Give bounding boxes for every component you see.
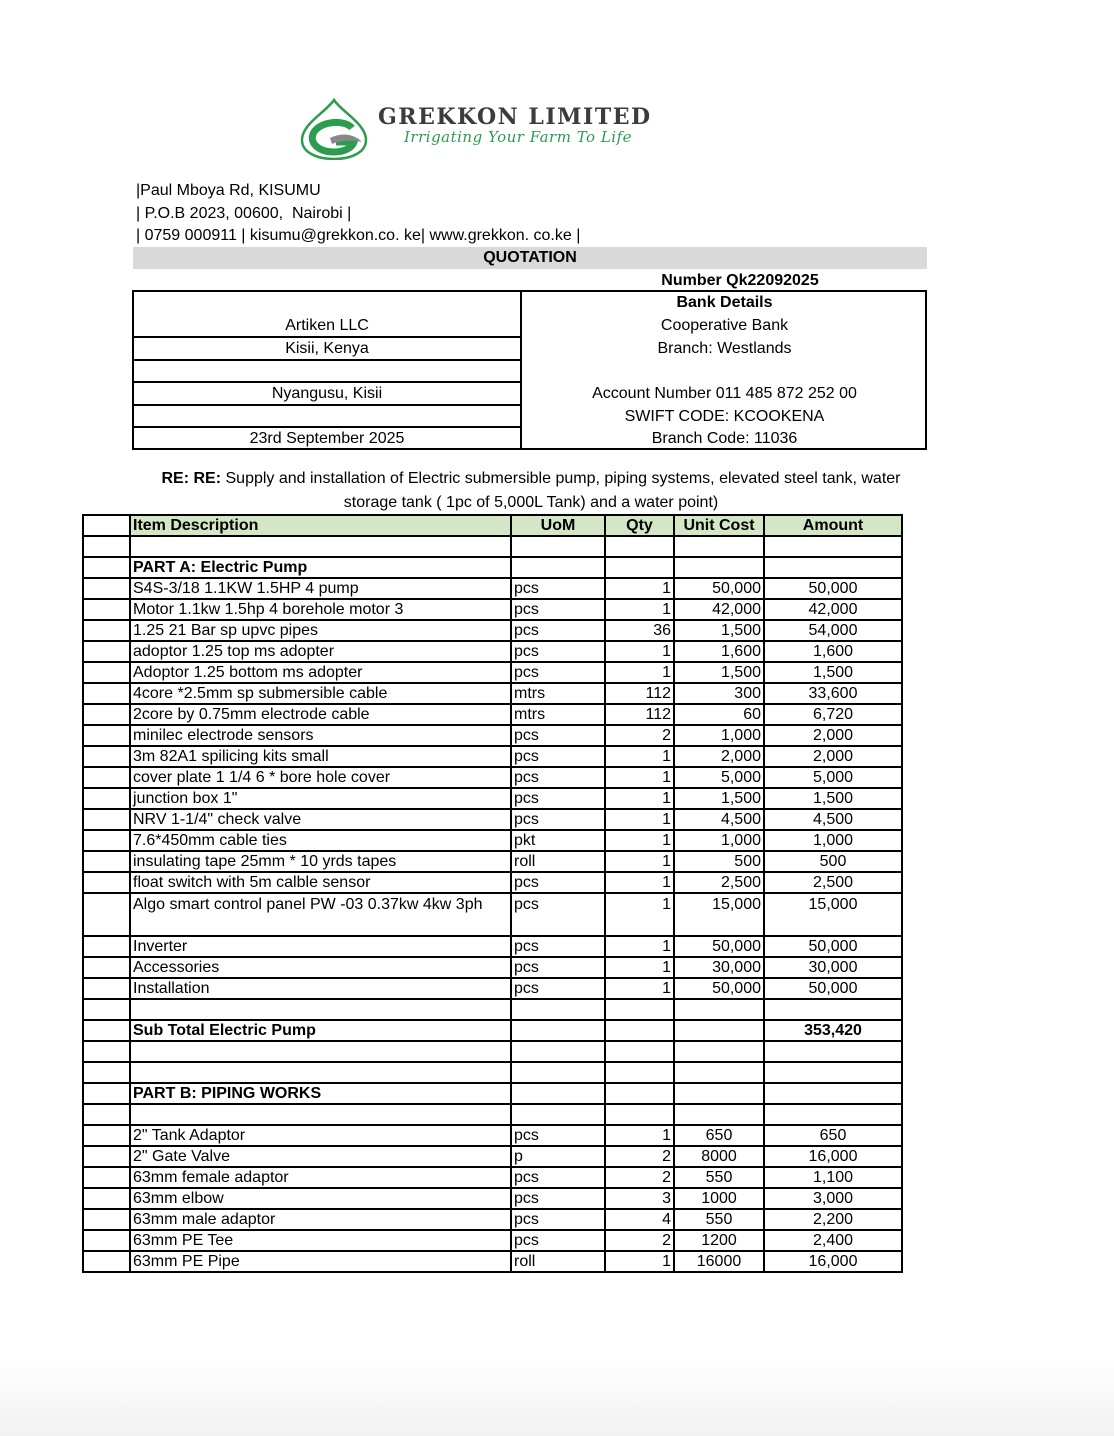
item-amount: 16,000 [764, 1251, 902, 1272]
item-uom: pcs [511, 620, 605, 641]
item-description: 7.6*450mm cable ties [130, 830, 511, 851]
empty-cell [605, 1104, 674, 1125]
item-qty: 1 [605, 830, 674, 851]
empty-cell [130, 1104, 511, 1125]
row-blank-cell [83, 1083, 130, 1104]
item-qty: 1 [605, 746, 674, 767]
item-unit-cost: 300 [674, 683, 764, 704]
item-description: Adoptor 1.25 bottom ms adopter [130, 662, 511, 683]
item-qty: 2 [605, 1230, 674, 1251]
empty-cell [674, 1083, 764, 1104]
empty-cell [511, 536, 605, 557]
client-site: Nyangusu, Kisii [134, 383, 520, 406]
item-amount: 6,720 [764, 704, 902, 725]
bank-details-heading: Bank Details [676, 294, 773, 311]
item-uom: pcs [511, 641, 605, 662]
item-amount: 15,000 [764, 893, 902, 936]
item-uom: pcs [511, 788, 605, 809]
item-unit-cost: 1,500 [674, 662, 764, 683]
empty-cell [605, 1041, 674, 1062]
item-qty: 2 [605, 725, 674, 746]
empty-cell [130, 999, 511, 1020]
item-qty: 1 [605, 957, 674, 978]
row-blank-cell [83, 725, 130, 746]
empty-cell [130, 1041, 511, 1062]
item-uom: pcs [511, 1230, 605, 1251]
row-blank-cell [83, 1188, 130, 1209]
empty-cell [764, 999, 902, 1020]
item-qty: 2 [605, 1167, 674, 1188]
item-amount: 30,000 [764, 957, 902, 978]
item-description: 3m 82A1 spilicing kits small [130, 746, 511, 767]
empty-cell [764, 1104, 902, 1125]
spacer-row [83, 536, 902, 557]
item-amount: 2,200 [764, 1209, 902, 1230]
empty-cell [764, 1062, 902, 1083]
item-uom: pcs [511, 957, 605, 978]
item-unit-cost: 60 [674, 704, 764, 725]
item-amount: 54,000 [764, 620, 902, 641]
item-uom: mtrs [511, 704, 605, 725]
item-unit-cost: 5,000 [674, 767, 764, 788]
row-blank-cell [83, 599, 130, 620]
empty-cell [674, 999, 764, 1020]
item-description: 2core by 0.75mm electrode cable [130, 704, 511, 725]
item-description: float switch with 5m calble sensor [130, 872, 511, 893]
item-description: minilec electrode sensors [130, 725, 511, 746]
item-unit-cost: 1,500 [674, 788, 764, 809]
item-description: Accessories [130, 957, 511, 978]
item-unit-cost: 42,000 [674, 599, 764, 620]
item-unit-cost: 16000 [674, 1251, 764, 1272]
item-description: 2" Gate Valve [130, 1146, 511, 1167]
empty-cell [674, 1041, 764, 1062]
item-uom: pcs [511, 1188, 605, 1209]
item-description: NRV 1-1/4" check valve [130, 809, 511, 830]
item-unit-cost: 50,000 [674, 978, 764, 999]
empty-cell [674, 557, 764, 578]
item-uom: pcs [511, 767, 605, 788]
item-unit-cost: 550 [674, 1209, 764, 1230]
item-amount: 5,000 [764, 767, 902, 788]
empty-cell [511, 999, 605, 1020]
empty-cell [605, 1083, 674, 1104]
table-row [83, 1230, 902, 1251]
empty-cell [674, 1062, 764, 1083]
item-unit-cost: 1,000 [674, 830, 764, 851]
item-qty: 1 [605, 872, 674, 893]
row-blank-cell [83, 1125, 130, 1146]
item-uom: pcs [511, 1125, 605, 1146]
item-unit-cost: 15,000 [674, 893, 764, 936]
part-a-title-label: PART A: Electric Pump [130, 557, 511, 578]
part-a-title [83, 557, 902, 578]
table-row [83, 830, 902, 851]
client-details [134, 292, 522, 448]
item-qty: 1 [605, 809, 674, 830]
empty-cell [511, 1104, 605, 1125]
table-row [83, 704, 902, 725]
item-uom: pcs [511, 599, 605, 620]
item-unit-cost: 500 [674, 851, 764, 872]
item-amount: 2,000 [764, 746, 902, 767]
item-qty: 2 [605, 1146, 674, 1167]
item-description: 1.25 21 Bar sp upvc pipes [130, 620, 511, 641]
item-amount: 1,600 [764, 641, 902, 662]
item-qty: 1 [605, 851, 674, 872]
item-uom: mtrs [511, 683, 605, 704]
item-qty: 1 [605, 599, 674, 620]
item-amount: 2,400 [764, 1230, 902, 1251]
item-description: 63mm PE Pipe [130, 1251, 511, 1272]
header-unit-cost: Unit Cost [674, 515, 764, 536]
item-amount: 1,500 [764, 662, 902, 683]
quotation-date: 23rd September 2025 [249, 430, 405, 447]
item-description: Inverter [130, 936, 511, 957]
client-name: Artiken LLC [134, 292, 520, 338]
item-qty: 1 [605, 788, 674, 809]
item-qty: 1 [605, 1125, 674, 1146]
item-uom: pcs [511, 1209, 605, 1230]
client-blank-row [134, 361, 520, 383]
item-uom: pcs [511, 578, 605, 599]
item-uom: pcs [511, 809, 605, 830]
item-unit-cost: 2,000 [674, 746, 764, 767]
spacer-row [83, 1062, 902, 1083]
item-description: 63mm male adaptor [130, 1209, 511, 1230]
row-blank-cell [83, 978, 130, 999]
client-location: Kisii, Kenya [134, 338, 520, 361]
empty-cell [83, 536, 130, 557]
header-blank-cell [83, 515, 130, 536]
row-blank-cell [83, 557, 130, 578]
header-qty: Qty [605, 515, 674, 536]
table-row [83, 641, 902, 662]
company-tagline: Irrigating Your Farm To Life [404, 128, 633, 146]
empty-cell [605, 1062, 674, 1083]
item-uom: pcs [511, 872, 605, 893]
item-uom: pcs [511, 662, 605, 683]
client-blank-row-2 [134, 406, 520, 428]
reference-text: Supply and installation of Electric submersible pump, piping systems, elevated steel tank, water storage tank ( 1pc of 5,000L Tank) and a water point) [221, 470, 901, 511]
table-row [83, 851, 902, 872]
item-description: S4S-3/18 1.1KW 1.5HP 4 pump [130, 578, 511, 599]
item-qty: 1 [605, 767, 674, 788]
item-amount: 4,500 [764, 809, 902, 830]
item-uom: roll [511, 1251, 605, 1272]
empty-cell [511, 1020, 605, 1041]
item-description: insulating tape 25mm * 10 yrds tapes [130, 851, 511, 872]
row-blank-cell [83, 704, 130, 725]
row-blank-cell [83, 830, 130, 851]
item-uom: pcs [511, 893, 605, 936]
table-row [83, 809, 902, 830]
empty-cell [605, 536, 674, 557]
item-qty: 1 [605, 936, 674, 957]
item-description: cover plate 1 1/4 6 * bore hole cover [130, 767, 511, 788]
empty-cell [764, 1041, 902, 1062]
item-qty: 1 [605, 662, 674, 683]
table-row [83, 1167, 902, 1188]
item-uom: pcs [511, 1167, 605, 1188]
item-unit-cost: 50,000 [674, 578, 764, 599]
document-title: QUOTATION [133, 247, 927, 269]
table-row [83, 1209, 902, 1230]
part-b-title-label: PART B: PIPING WORKS [130, 1083, 511, 1104]
item-qty: 1 [605, 578, 674, 599]
row-blank-cell [83, 893, 130, 936]
item-qty: 4 [605, 1209, 674, 1230]
empty-cell [511, 1083, 605, 1104]
header-item-description: Item Description [130, 515, 511, 536]
row-blank-cell [83, 851, 130, 872]
empty-cell [130, 536, 511, 557]
item-unit-cost: 1,600 [674, 641, 764, 662]
bank-branch: Branch: Westlands [657, 340, 792, 357]
row-blank-cell [83, 1167, 130, 1188]
spacer-row [83, 999, 902, 1020]
item-description: 2" Tank Adaptor [130, 1125, 511, 1146]
table-row [83, 1188, 902, 1209]
item-unit-cost: 1000 [674, 1188, 764, 1209]
empty-cell [511, 557, 605, 578]
item-qty: 36 [605, 620, 674, 641]
item-unit-cost: 650 [674, 1125, 764, 1146]
table-header-row [83, 515, 902, 536]
item-amount: 1,100 [764, 1167, 902, 1188]
header-amount: Amount [764, 515, 902, 536]
item-uom: pkt [511, 830, 605, 851]
row-blank-cell [83, 767, 130, 788]
client-bank-box [132, 290, 927, 450]
item-amount: 1,000 [764, 830, 902, 851]
item-uom: pcs [511, 746, 605, 767]
company-name: GREKKON LIMITED [378, 104, 652, 130]
table-row [83, 683, 902, 704]
row-blank-cell [83, 1146, 130, 1167]
item-amount: 500 [764, 851, 902, 872]
item-uom: pcs [511, 936, 605, 957]
table-row [83, 599, 902, 620]
item-uom: roll [511, 851, 605, 872]
item-description: Motor 1.1kw 1.5hp 4 borehole motor 3 [130, 599, 511, 620]
row-blank-cell [83, 746, 130, 767]
item-description: Installation [130, 978, 511, 999]
bank-branch-code: Branch Code: 11036 [651, 430, 798, 447]
table-row [83, 1125, 902, 1146]
empty-cell [605, 557, 674, 578]
table-row [83, 1251, 902, 1272]
item-qty: 1 [605, 978, 674, 999]
subtotal-electric-pump [83, 1020, 902, 1041]
row-blank-cell [83, 809, 130, 830]
spacer-row [83, 1041, 902, 1062]
item-uom: pcs [511, 978, 605, 999]
empty-cell [83, 999, 130, 1020]
row-blank-cell [83, 788, 130, 809]
item-unit-cost: 30,000 [674, 957, 764, 978]
empty-cell [605, 999, 674, 1020]
drop-g-logo-icon [296, 98, 372, 160]
table-row [83, 578, 902, 599]
empty-cell [605, 1020, 674, 1041]
address-line-contacts: | 0759 000911 | kisumu@grekkon.co. ke| www.grekkon. co.ke | [136, 227, 581, 244]
item-unit-cost: 4,500 [674, 809, 764, 830]
empty-cell [83, 1062, 130, 1083]
item-amount: 42,000 [764, 599, 902, 620]
item-amount: 2,000 [764, 725, 902, 746]
item-description: 4core *2.5mm sp submersible cable [130, 683, 511, 704]
item-amount: 3,000 [764, 1188, 902, 1209]
item-unit-cost: 1,500 [674, 620, 764, 641]
item-description: adoptor 1.25 top ms adopter [130, 641, 511, 662]
row-blank-cell [83, 1209, 130, 1230]
row-blank-cell [83, 872, 130, 893]
row-blank-cell [83, 641, 130, 662]
table-row [83, 893, 902, 936]
item-qty: 1 [605, 893, 674, 936]
bank-swift-code: SWIFT CODE: KCOOKENA [624, 408, 825, 425]
address-line-street: |Paul Mboya Rd, KISUMU [136, 182, 321, 199]
item-description: Algo smart control panel PW -03 0.37kw 4kw 3ph [130, 893, 511, 936]
items-table [82, 514, 903, 1273]
item-unit-cost: 50,000 [674, 936, 764, 957]
item-amount: 33,600 [764, 683, 902, 704]
item-unit-cost: 8000 [674, 1146, 764, 1167]
item-uom: p [511, 1146, 605, 1167]
part-b-title [83, 1083, 902, 1104]
items-table-body [83, 536, 902, 1272]
item-unit-cost: 1,000 [674, 725, 764, 746]
address-line-po-box: | P.O.B 2023, 00600, Nairobi | [136, 205, 352, 222]
table-row [83, 662, 902, 683]
table-row [83, 872, 902, 893]
quotation-number: Number Qk22092025 [661, 272, 819, 289]
table-row [83, 767, 902, 788]
reference-subject [136, 467, 926, 515]
empty-cell [764, 536, 902, 557]
table-row [83, 957, 902, 978]
empty-cell [511, 1041, 605, 1062]
empty-cell [83, 1041, 130, 1062]
row-blank-cell [83, 578, 130, 599]
part-b-title-value [764, 1083, 902, 1104]
row-blank-cell [83, 957, 130, 978]
item-amount: 50,000 [764, 936, 902, 957]
subtotal-electric-pump-label: Sub Total Electric Pump [130, 1020, 511, 1041]
company-logo [296, 98, 706, 160]
item-amount: 50,000 [764, 578, 902, 599]
item-qty: 1 [605, 641, 674, 662]
item-amount: 16,000 [764, 1146, 902, 1167]
item-qty: 3 [605, 1188, 674, 1209]
table-row [83, 978, 902, 999]
table-row [83, 936, 902, 957]
row-blank-cell [83, 1020, 130, 1041]
item-amount: 1,500 [764, 788, 902, 809]
empty-cell [674, 1104, 764, 1125]
item-description: 63mm female adaptor [130, 1167, 511, 1188]
item-unit-cost: 1200 [674, 1230, 764, 1251]
item-description: junction box 1" [130, 788, 511, 809]
item-amount: 650 [764, 1125, 902, 1146]
spacer-row [83, 1104, 902, 1125]
item-description: 63mm PE Tee [130, 1230, 511, 1251]
item-qty: 1 [605, 1251, 674, 1272]
row-blank-cell [83, 1251, 130, 1272]
item-amount: 2,500 [764, 872, 902, 893]
item-unit-cost: 2,500 [674, 872, 764, 893]
row-blank-cell [83, 620, 130, 641]
empty-cell [511, 1062, 605, 1083]
row-blank-cell [83, 662, 130, 683]
empty-cell [130, 1062, 511, 1083]
reference-label: RE: RE: [161, 470, 222, 487]
row-blank-cell [83, 683, 130, 704]
table-row [83, 788, 902, 809]
bank-name: Cooperative Bank [660, 317, 789, 334]
subtotal-electric-pump-value: 353,420 [764, 1020, 902, 1041]
item-description: 63mm elbow [130, 1188, 511, 1209]
empty-cell [674, 1020, 764, 1041]
item-qty: 112 [605, 683, 674, 704]
item-unit-cost: 550 [674, 1167, 764, 1188]
table-row [83, 1146, 902, 1167]
empty-cell [83, 1104, 130, 1125]
row-blank-cell [83, 936, 130, 957]
table-row [83, 620, 902, 641]
item-qty: 112 [605, 704, 674, 725]
row-blank-cell [83, 1230, 130, 1251]
header-uom: UoM [511, 515, 605, 536]
item-amount: 50,000 [764, 978, 902, 999]
item-uom: pcs [511, 725, 605, 746]
part-a-title-value [764, 557, 902, 578]
table-row [83, 746, 902, 767]
table-row [83, 725, 902, 746]
bank-account-number: Account Number 011 485 872 252 00 [592, 385, 857, 402]
empty-cell [674, 536, 764, 557]
